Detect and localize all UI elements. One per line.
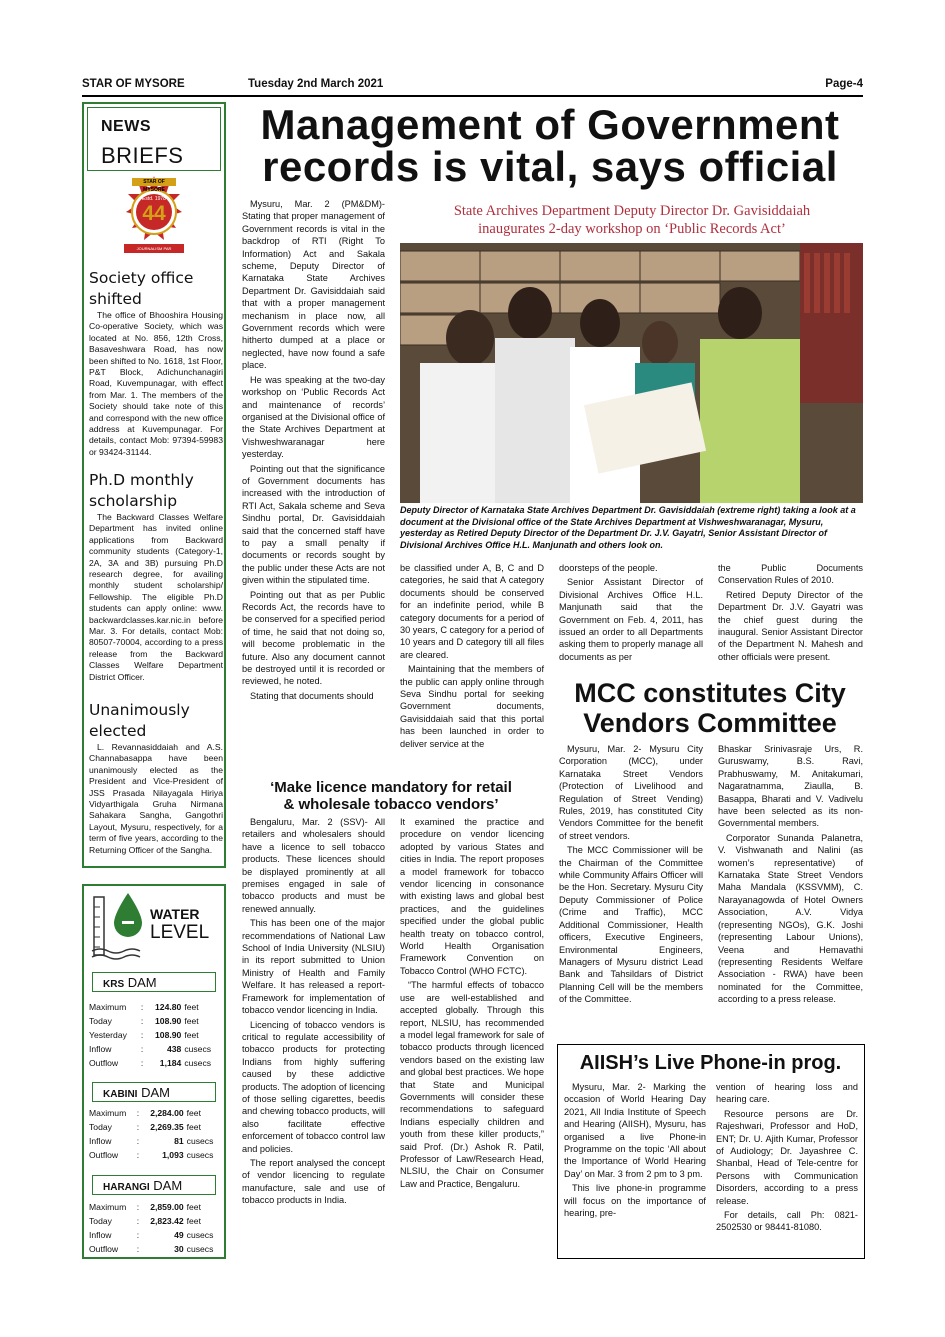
table-row: Today : 2,269.35 feet [89,1120,221,1134]
row-unit: feet [186,1215,201,1226]
row-value: 108.90 [155,1029,182,1040]
news-brief-1 [89,268,223,462]
paragraph: the Public Documents Conservation Rules of 2010. [718,563,863,586]
dam-abbr: KRS [103,979,125,990]
paragraph: Mysuru, Mar. 2 (PM&DM)- Stating that proper management of Government records is vital in the backdrop of RTI (Right To Information) Act and Sakala scheme, Deputy Director of Karnataka State Archives Department Dr. Gavisiddaiah said that with a proper management mechanism in place now, all Government records which were hitherto dumped at a place or neglected, have now found a safe place. [242,199,385,371]
masthead [82,78,863,94]
row-label: Outflow [89,1244,119,1255]
star-of-mysore-44-logo [118,174,190,264]
tobacco-headline [236,779,546,813]
table-row: Outflow : 1,184 cusecs [89,1057,221,1071]
mcc-headline-line2: Vendors Committee [583,708,837,738]
paragraph: Retired Deputy Director of the Department Dr. J.V. Gayatri was the chief guest during the inaugural. Senior Assistant Director of the Department N. Mahesh and other officials were present. [718,589,863,662]
news-brief-2 [89,470,223,687]
row-unit: feet [186,1121,201,1132]
dam-table-harangi [89,1200,221,1257]
row-value: 108.90 [155,1015,182,1026]
mcc-col2 [718,743,863,1008]
row-unit: feet [184,1001,199,1012]
row-label: Maximum [89,1001,127,1012]
paragraph: Bengaluru, Mar. 2 (SSV)- All retailers and wholesalers should have a licence to sell tobacco products. These licences should be displayed prominently at all premises engaged in sale of tobacco products and must be renewed annually. [242,817,385,914]
table-row: Inflow : 81 cusecs [89,1134,221,1148]
tobacco-headline-line1: ‘Make licence mandatory for retail [270,779,512,796]
masthead-rule [82,95,863,97]
news-briefs-box [82,102,226,868]
news-briefs-title-line2: BRIEFS [101,143,184,168]
row-value: 438 [166,1044,182,1055]
paragraph: The MCC Commissioner will be the Chairman of the Committee while Community Affairs Officer will be the Hon. Secretary. Mysuru City Deputy Commissioner of Police (Crime and Traffic), MCC Additional Commissioner, Health officers, Executive Engineers, Environmental Engineers, Managers of Mysuru district Lead Bank and Tahsildars of District Planning Cell will be the members of the Committee. [559,845,703,1005]
row-unit: cusecs [186,1229,214,1240]
row-label: Inflow [89,1229,112,1240]
row-label: Maximum [89,1201,127,1212]
dam-abbr: KABINI [103,1089,138,1100]
paragraph: “The harmful effects of tobacco use are well-established and accepted globally. Through this report, NLSIU, has recommended a model legal framework for sale of tobacco products through licenced vendors based on the existing law and global best practices. We hope that State and Municipal Governments will consider these recommendations to safeguard Indians especially children and youth from these killer products,” said Prof. (Dr.) Ashok R. Patil, Professor of Law/Research Head, NLSIU, the Chair on Consumer Law and Practice, Bengaluru. [400,980,544,1189]
tobacco-headline-line2: & wholesale tobacco vendors’ [283,796,499,813]
paragraph: Pointing out that the significance of Government documents has increased with the introduction of RTI Act, Sakala scheme and Seva Sindhu portal, Dr. Gavisiddaiah said that the concerned staff have to pay a small penalty if documents or records sought by the public under these Acts are not given within the stipulated time. [242,463,385,586]
table-row: Inflow : 49 cusecs [89,1228,221,1242]
dam-word: DAM [127,975,157,990]
row-label: Today [89,1215,112,1226]
row-label: Today [89,1121,112,1132]
row-unit: cusecs [186,1135,214,1146]
row-label: Maximum [89,1107,127,1118]
row-value: 1,184 [159,1058,182,1069]
brief-body: L. Revannasiddaiah and A.S. Channabasappa have been unanimously elected as the President and Vice-President of JSS Prasada Nilayagala Hiriya Vidyarthigala Gruha Nirmana Sahakara Sangha, Gangothri Layout, Mysuru, respectively, for a term of five years, according to the Returning Officer of the Sangha. [89,742,223,855]
subhead-line1: State Archives Department Deputy Director Dr. Gavisiddaiah [453,203,811,219]
dam-table-krs [89,1000,221,1071]
paragraph: The report analysed the concept of vendor licencing to regulate manufacture, sale and use of tobacco products in India. [242,1157,385,1206]
row-value: 2,823.42 [150,1215,184,1226]
dam-abbr: HARANGI [103,1182,150,1193]
table-row: Inflow : 438 cusecs [89,1043,221,1057]
tobacco-col2 [400,816,544,1192]
row-value: 124.80 [155,1001,182,1012]
dam-label-harangi [92,1175,216,1195]
paragraph: This has been one of the major recommendations of National Law School of India University (NLSIU) in its report submitted to Union Ministry of Health and Family Welfare. It has released a report-Framework for implementation of tobacco vendor licencing in India. [242,918,385,1016]
paragraph: Maintaining that the members of the public can apply online through Seva Sindhu portal for seeking Government documents, Gavisiddaiah said that this portal has been launched in order to deliver service at the [400,664,544,749]
dam-label-krs [92,972,216,992]
paragraph: Corporator Sunanda Palanetra, V. Vishwanath and Nalini (as women’s representative) of Karnataka State Street Vendors Maha Mandala (KSSVMM), C. Narayanagowda of Hotel Owners Association, A.V. Vidya (representing NGOs), G.K. Joshi (representing Labour Unions), Veena and Hemavathi (representing Residents Welfare Association - RWA) have been nominated for the Committee, according to a press release. [718,832,863,1005]
row-unit: feet [184,1029,199,1040]
table-row: Maximum : 2,284.00 feet [89,1106,221,1120]
row-label: Inflow [89,1135,112,1146]
row-label: Yesterday [89,1029,127,1040]
table-row: Today : 108.90 feet [89,1014,221,1028]
water-level-title2: LEVEL [150,922,210,943]
logo-estd: Estd. 1978 [142,196,166,202]
mcc-headline-line1: MCC constitutes City [574,678,846,708]
dam-label-kabini [92,1082,216,1102]
subhead-line2: inaugurates 2-day workshop on ‘Public Records Act’ [478,221,786,237]
paragraph: For details, call Ph: 0821-2502530 or 98441-81080. [716,1210,858,1233]
news-brief-3 [89,700,223,860]
paper-name: STAR OF MYSORE [82,78,185,90]
logo-number: 44 [142,202,166,225]
aiish-col2 [716,1081,858,1236]
brief-body: The Backward Classes Welfare Department has invited online applications from Backward community students (Category-1, 2A, 3A and 3B) pursuing Ph.D research degree, for availing monthly student scholarship/ Fellowship. The eligible Ph.D students can apply online: www. backwardclasses.kar.nic.in before Mar. 3. For details, contact Mob: 80507-70004, according to a press release from the Backward Classes Welfare Department District Officer. [89,512,223,682]
issue-date: Tuesday 2nd March 2021 [248,78,384,90]
brief-heading: Unanimously elected [89,701,190,740]
aiish-box [557,1044,865,1259]
row-unit: cusecs [186,1150,214,1161]
row-value: 81 [174,1135,184,1146]
row-unit: feet [184,1015,199,1026]
photo-caption: Deputy Director of Karnataka State Archives Department Dr. Gavisiddaiah (extreme right) taking a look at a document at the Divisional office of the State Archives Department at Vishweshwaranagar, Mysuru, yesterday as Retired Deputy Director of the Department Dr. J.V. Gayatri, Senior Assistant Director of Divisional Archives Office H.L. Manjunath and others look on. [400,505,856,550]
news-briefs-title-box [87,107,221,171]
water-level-box [82,884,226,1259]
main-subhead [400,202,864,238]
paragraph: Stating that documents should [250,690,374,701]
dam-table-kabini [89,1106,221,1163]
paragraph: Bhaskar Srinivasraje Urs, R. Guruswamy, B.S. Ravi, Prabhuswamy, M. Anitakumari, Nagaratnamma, Ziaulla, B. Basappa, Bharati and V. Vadivelu have been selected as its non-Governmental members. [718,744,863,829]
row-value: 2,859.00 [150,1201,184,1212]
main-story-col3 [559,562,703,665]
paragraph: vention of hearing loss and hearing care. [716,1082,858,1105]
water-drop-icon [90,889,150,961]
logo-top-text: STAR OF MYSORE [143,179,165,193]
paragraph: This live phone-in programme will focus on the importance of hearing, pre- [564,1183,706,1219]
dam-word: DAM [153,1178,183,1193]
table-row: Maximum : 124.80 feet [89,1000,221,1014]
news-briefs-title-line1: NEWS [101,118,151,135]
aiish-headline: AIISH’s Live Phone-in prog. [579,1052,842,1074]
row-unit: feet [186,1201,201,1212]
row-value: 49 [174,1229,184,1240]
mcc-headline [556,678,864,738]
table-row: Maximum : 2,859.00 feet [89,1200,221,1214]
paragraph: It examined the practice and procedure on vendor licencing adopted by various States and cities in India. The report proposes a model framework for tobacco vendor licencing in consonance with existing laws and global best practices, and the guidelines specified under the global public health treaty on tobacco control, World Health Organisation Framework Convention on Tobacco Control (WHO FCTC). [400,817,544,976]
dam-word: DAM [141,1085,170,1100]
row-unit: cusecs [184,1044,212,1055]
main-headline-line1: Management of Government [260,101,840,148]
main-story-col1 [242,198,385,704]
main-headline-line2: records is vital, says official [262,143,838,190]
brief-heading: Ph.D monthly scholarship [89,471,194,510]
paragraph: Senior Assistant Director of Divisional Archives Office H.L. Manjunath said that the Government on Feb. 4, 2011, has issued an order to all Departments asking them to properly manage all documents as per [559,577,703,662]
paragraph: be classified under A, B, C and D categories, he said that A category documents should be conserved for an indefinite period, while B category documents for a period of 30 years, C category for a period of 10 years and D category till all files are cleared. [400,563,545,660]
row-value: 30 [174,1244,184,1255]
paragraph: doorsteps of the people. [559,563,658,573]
tobacco-col1 [242,816,385,1209]
paragraph: Pointing out that as per Public Records Act, the records have to be conserved for a specified period of time, he said that not doing so, will become problematic in the future. Also any document cannot be destroyed until it is recorded or reviewed, he noted. [242,589,386,687]
brief-heading: Society office shifted [89,269,194,308]
aiish-col1 [564,1081,706,1221]
page-number: Page-4 [825,78,863,90]
logo-bottom-text: JOURNALISM PAR EXCELLENCE [136,246,172,260]
main-headline [236,101,864,190]
mcc-col1 [559,743,703,1008]
brief-body: The office of Bhooshira Housing Co-operative Society, which was located at No. 856, 12th Cross, Basaveshwara Road, has now been shifted to No. 1618, 1st Floor, P&T Block, Adichunchanagiri Road, Kuvempunagar, with effect from Mar. 1. The members of the Society should take note of this and correspond with the new office address at Kuvempunagar. For details, contact Mob: 97394-59983 or 93424-31144. [89,310,223,457]
paragraph: He was speaking at the two-day workshop on ‘Public Records Act and maintenance of records’ organised at the Divisional office of the State Archives Department at Vishweshwaranagar here yesterday. [242,374,385,460]
table-row: Yesterday : 108.90 feet [89,1028,221,1042]
row-label: Outflow [89,1150,119,1161]
row-value: 1,093 [162,1150,184,1161]
paragraph: Mysuru, Mar. 2- Mysuru City Corporation (MCC), under Karnataka Street Vendors (Protection of Livelihood and Regulation of Street Vending) Rules, 2019, has constituted City Vendors Committee for the benefit of street vendors. [559,744,703,841]
row-unit: cusecs [186,1244,214,1255]
table-row: Outflow : 30 cusecs [89,1243,221,1257]
row-unit: feet [186,1107,201,1118]
water-level-title1: WATER [150,906,200,922]
paragraph: Resource persons are Dr. Rajeshwari, Professor and HoD, ENT; Dr. U. Ajith Kumar, Professor of Audiology; Dr. Jayashree C. Shanbal, Head of Tele-centre for Persons with Communication Disorders, according to a press release. [716,1108,858,1206]
paragraph: Mysuru, Mar. 2- Marking the occasion of World Hearing Day 2021, All India Institute of Speech and Hearing (AIISH), Mysuru, has organised a live Phone-in Programme on the topic ‘All about the Importance of World Hearing Day’ on Mar. 3 from 2 pm to 3 pm. [564,1082,706,1179]
paragraph: Licencing of tobacco vendors is critical to regulate accessibility of tobacco products for protecting Indians from highly suffering caused by these addictive products. The adoption of licencing of those selling cigarettes, beedis and chewing tobacco products, will also facilitate effective enforcement of tobacco control law and policies. [242,1019,385,1154]
row-label: Today [89,1015,112,1026]
row-label: Outflow [89,1058,119,1069]
main-story-col2 [400,562,544,752]
table-row: Outflow : 1,093 cusecs [89,1149,221,1163]
row-label: Inflow [89,1044,112,1055]
row-unit: cusecs [184,1058,212,1069]
row-value: 2,284.00 [150,1107,184,1118]
main-story-col4 [718,562,863,665]
table-row: Today : 2,823.42 feet [89,1214,221,1228]
archives-photo [400,243,863,503]
row-value: 2,269.35 [150,1121,184,1132]
